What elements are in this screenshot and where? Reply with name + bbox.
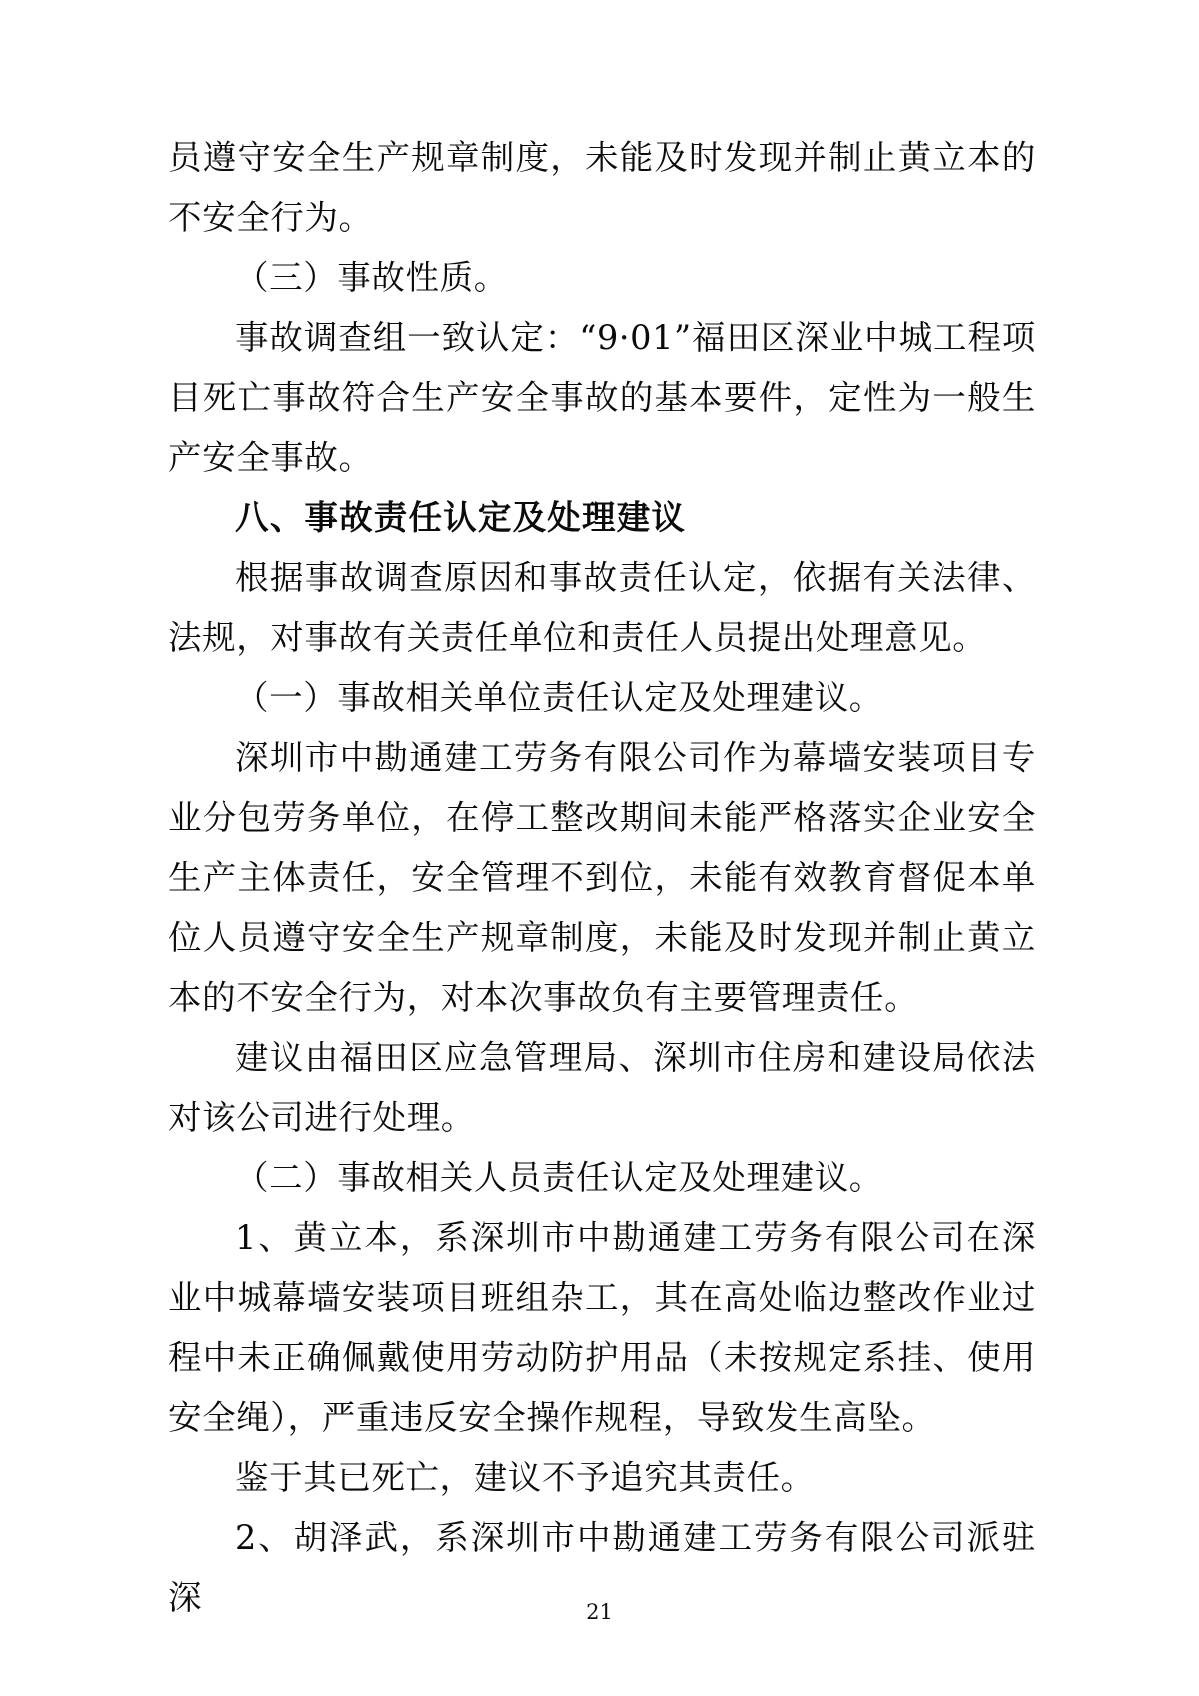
paragraph: 建议由福田区应急管理局、深圳市住房和建设局依法对该公司进行处理。 (168, 1038, 1036, 1137)
paragraph: （一）事故相关单位责任认定及处理建议。 (235, 678, 883, 717)
paragraph: （二）事故相关人员责任认定及处理建议。 (235, 1158, 883, 1197)
paragraph: 事故调查组一致认定：“9·01”福田区深业中城工程项目死亡事故符合生产安全事故的基本要件，定性为一般生产安全事故。 (168, 318, 1036, 477)
paragraph: （三）事故性质。 (235, 258, 508, 297)
paragraph: 根据事故调查原因和事故责任认定，依据有关法律、法规，对事故有关责任单位和责任人员提出处理意见。 (168, 558, 1036, 657)
paragraph: 员遵守安全生产规章制度，未能及时发现并制止黄立本的不安全行为。 (168, 138, 1036, 237)
paragraph: 深圳市中勘通建工劳务有限公司作为幕墙安装项目专业分包劳务单位，在停工整改期间未能严格落实企业安全生产主体责任，安全管理不到位，未能有效教育督促本单位人员遵守安全生产规章制度，未能及时发现并制止黄立本的不安全行为，对本次事故负有主要管理责任。 (168, 738, 1036, 1017)
section-heading: 八、事故责任认定及处理建议 (235, 498, 687, 537)
page-number: 21 (586, 1600, 613, 1624)
paragraph: 2、胡泽武，系深圳市中勘通建工劳务有限公司派驻深 (168, 1518, 1036, 1617)
paragraph: 鉴于其已死亡，建议不予追究其责任。 (235, 1458, 815, 1497)
document-body (168, 128, 1036, 1628)
paragraph: 1、黄立本，系深圳市中勘通建工劳务有限公司在深业中城幕墙安装项目班组杂工，其在高处临边整改作业过程中未正确佩戴使用劳动防护用品（未按规定系挂、使用安全绳），严重违反安全操作规程，导致发生高坠。 (168, 1218, 1036, 1437)
